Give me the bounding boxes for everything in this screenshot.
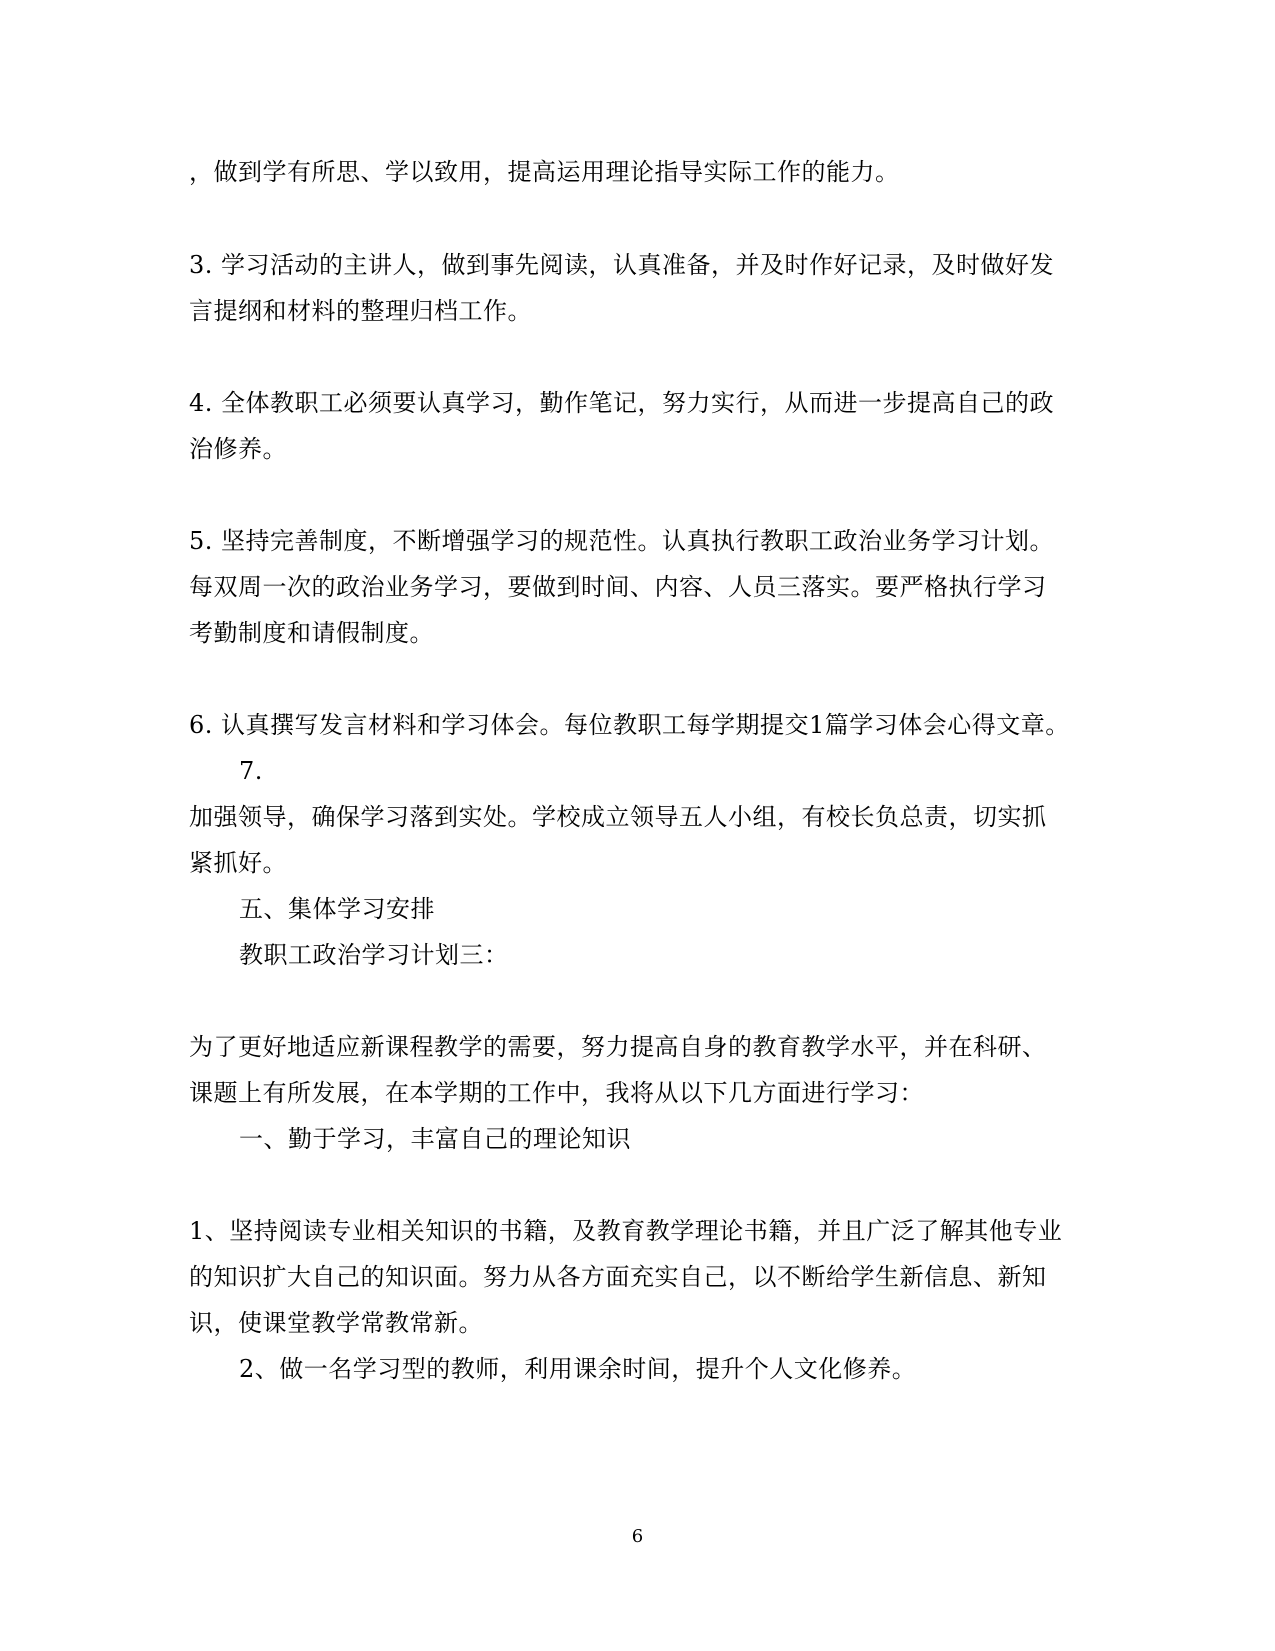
section-heading: 教职工政治学习计划三：: [239, 941, 509, 969]
text-line: 2、做一名学习型的教师，利用课余时间，提升个人文化修养。: [239, 1355, 917, 1383]
text-line: 7.: [239, 757, 263, 785]
text-line: 加强领导，确保学习落到实处。学校成立领导五人小组，有校长负总责，切实抓: [189, 803, 1047, 831]
text-line: 课题上有所发展，在本学期的工作中，我将从以下几方面进行学习：: [189, 1079, 924, 1107]
text-line: 1、坚持阅读专业相关知识的书籍，及教育教学理论书籍，并且广泛了解其他专业: [189, 1217, 1063, 1245]
text-line: 治修养。: [189, 435, 287, 463]
section-heading: 五、集体学习安排: [239, 895, 435, 923]
text-line: 3. 学习活动的主讲人，做到事先阅读，认真准备，并及时作好记录，及时做好发: [189, 251, 1055, 279]
page-number: 6: [631, 1526, 644, 1547]
text-line: 5. 坚持完善制度，不断增强学习的规范性。认真执行教职工政治业务学习计划。: [189, 527, 1055, 555]
text-line: 6. 认真撰写发言材料和学习体会。每位教职工每学期提交1篇学习体会心得文章。: [189, 711, 1070, 739]
text-line: 4. 全体教职工必须要认真学习，勤作笔记，努力实行，从而进一步提高自己的政: [189, 389, 1055, 417]
text-line: 言提纲和材料的整理归档工作。: [189, 297, 532, 325]
text-line: 的知识扩大自己的知识面。努力从各方面充实自己，以不断给学生新信息、新知: [189, 1263, 1047, 1291]
text-line: 紧抓好。: [189, 849, 287, 877]
text-line: 识，使课堂教学常教常新。: [189, 1309, 483, 1337]
text-line: 每双周一次的政治业务学习，要做到时间、内容、人员三落实。要严格执行学习: [189, 573, 1047, 601]
section-heading: 一、勤于学习，丰富自己的理论知识: [239, 1125, 631, 1153]
text-line: ，做到学有所思、学以致用，提高运用理论指导实际工作的能力。: [189, 158, 900, 186]
text-line: 为了更好地适应新课程教学的需要，努力提高自身的教育教学水平，并在科研、: [189, 1033, 1047, 1061]
text-line: 考勤制度和请假制度。: [189, 619, 434, 647]
